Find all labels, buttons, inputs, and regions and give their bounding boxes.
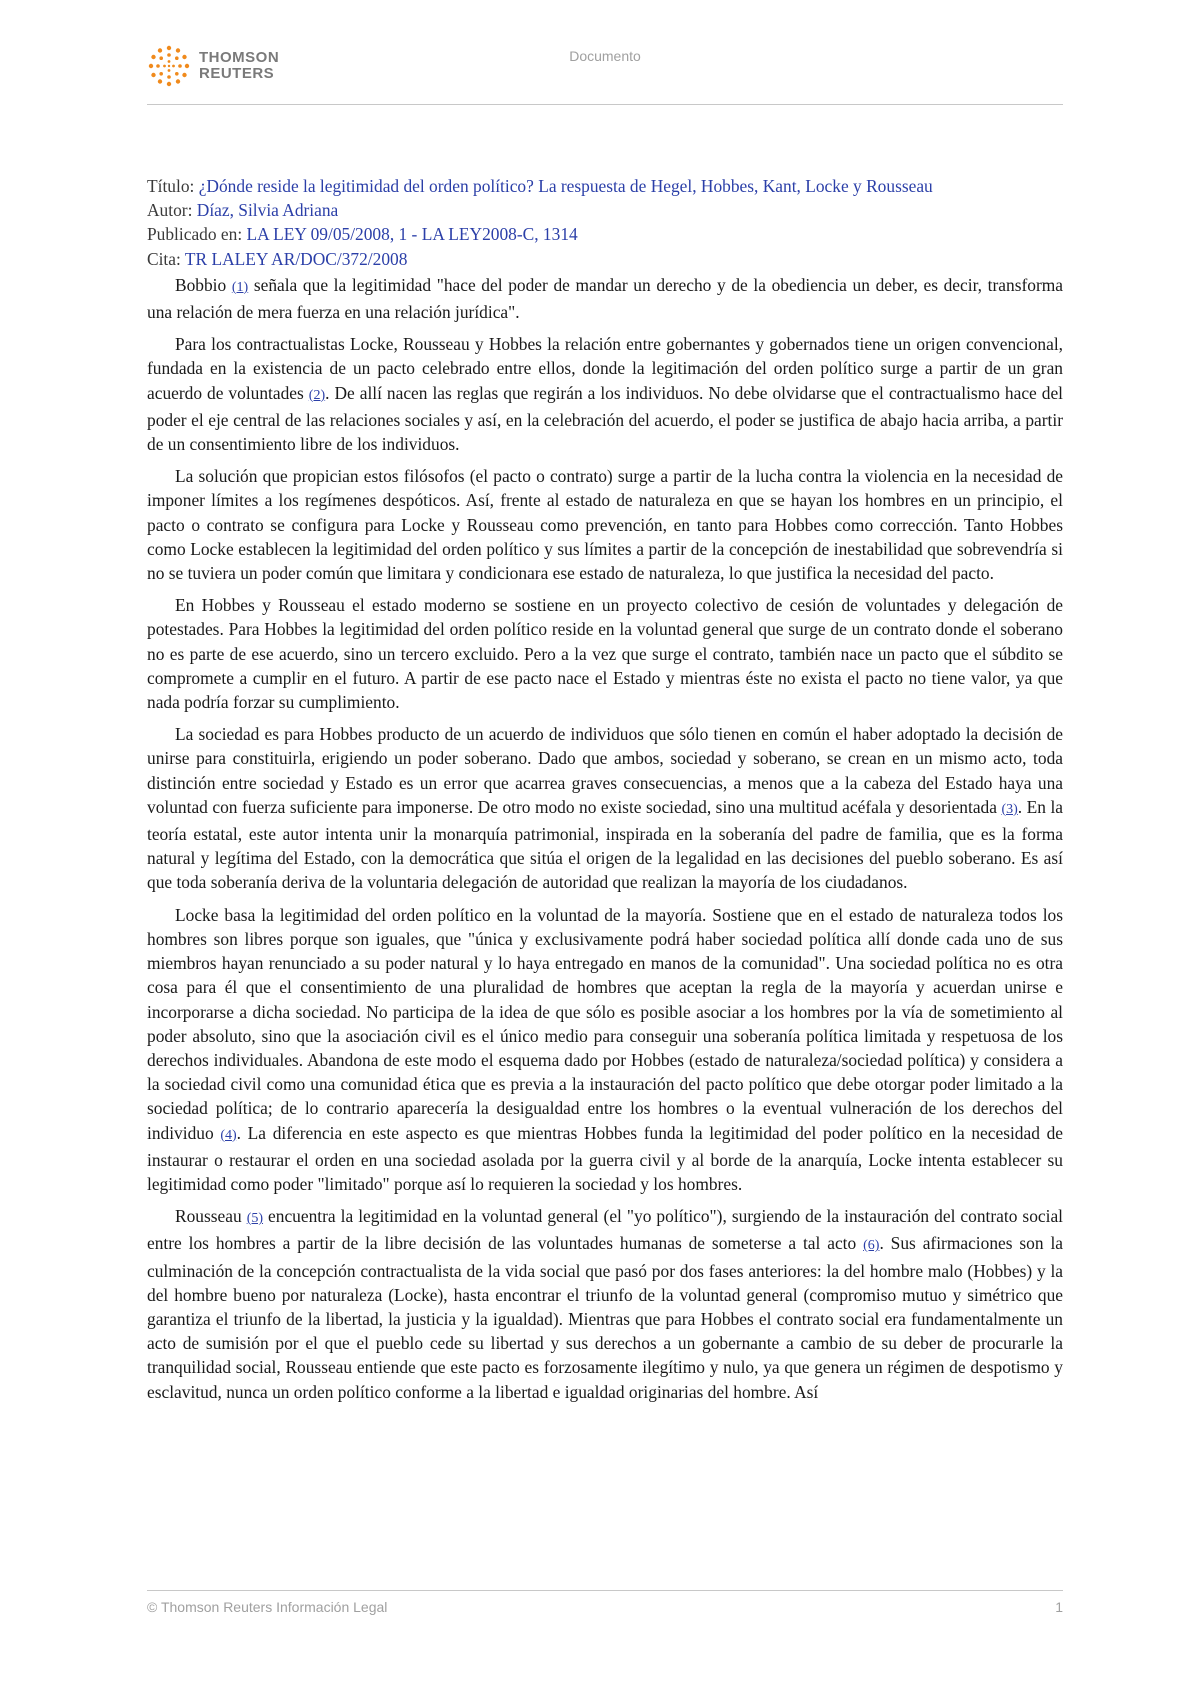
footnote-link[interactable]: (3) xyxy=(1001,801,1018,817)
header-title: Documento xyxy=(569,48,641,64)
paragraph-text: . De allí nacen las reglas que regirán a los individuos. No debe olvidarse que el contractualismo hace del poder el eje central de las relaciones sociales y así, en la celebración del acuerdo, el poder se justifica de abajo hacia arriba, a partir de un consentimiento libre de los individuos. xyxy=(147,382,1063,455)
paragraph xyxy=(147,593,1063,714)
meta-published-label: Publicado en: xyxy=(147,224,243,245)
footnote-link[interactable]: (6) xyxy=(863,1238,880,1254)
document-body xyxy=(147,174,1063,1412)
paragraph-text: Locke basa la legitimidad del orden político en la voluntad de la mayoría. Sostiene que en el estado de naturaleza todos los hombres son libres porque son iguales, que "única y exclusivamente podrá haber sociedad política allí donde cada uno de sus miembros hayan renunciado a su poder natural y lo haya entregado en manos de la comunidad". Una sociedad política no es otra cosa para él que el consentimiento de una pluralidad de hombres que aceptan la regla de la mayoría y acuerdan unirse e incorporarse a dicha sociedad. No participa de la idea de que sólo es posible asociar a los hombres por la vía de sometimiento al poder absoluto, sino que la asociación civil es el único medio para conseguir una soberanía política limitada y respetuosa de los derechos individuales. Abandona de este modo el esquema dado por Hobbes (estado de naturaleza/sociedad política) y considera a la sociedad civil como una comunidad ética que es previa a la instauración del pacto político que debe otorgar poder limitado a la sociedad política; de lo contrario aparecería la desigualdad entre los hombres o la eventual vulneración de los derechos del individuo xyxy=(147,904,1063,1143)
paragraph-text: En Hobbes y Rousseau el estado moderno se sostiene en un proyecto colectivo de cesión de voluntades y delegación de potestades. Para Hobbes la legitimidad del orden político reside en la voluntad general que surge de un contrato donde el soberano no es parte de ese acuerdo, sino un tercero excluido. Pero a la vez que surge el contrato, también nace un pacto que el súbdito se compromete a cumplir en el futuro. A partir de ese pacto nace el Estado y mientras éste no exista el pacto no tiene valor, ya que nada podría forzar su cumplimiento. xyxy=(147,595,1063,713)
meta-author-label: Autor: xyxy=(147,200,193,221)
meta-cite-label: Cita: xyxy=(147,248,181,269)
paragraph xyxy=(147,332,1063,456)
meta-cite-value[interactable]: TR LALEY AR/DOC/372/2008 xyxy=(184,248,408,269)
paragraph-text: La solución que propician estos filósofos (el pacto o contrato) surge a partir de la lucha contra la violencia en la necesidad de imponer límites a los regímenes despóticos. Así, frente al estado de naturaleza en que se hayan los hombres en un principio, el pacto o contrato se configura para Locke y Rousseau como prevención, en tanto para Hobbes como corrección. Tanto Hobbes como Locke establecen la legitimidad del orden político y sus límites a partir de la concepción de inestabilidad que sobrevendría si no se tuviera un poder común que limitara y condicionara ese estado de naturaleza, lo que justifica la necesidad del pacto. xyxy=(147,466,1063,584)
footnote-link[interactable]: (4) xyxy=(220,1127,237,1143)
paragraph xyxy=(147,464,1063,585)
meta-published xyxy=(147,222,1063,246)
paragraph-text: . La diferencia en este aspecto es que mientras Hobbes funda la legitimidad del poder político en la necesidad de instaurar o restaurar el orden en una sociedad asolada por la guerra civil y al borde de la anarquía, Locke intenta establecer su legitimidad como poder "limitado" porque así lo requieren la sociedad y los hombres. xyxy=(147,1122,1063,1194)
paragraph-text: . En la teoría estatal, este autor intenta unir la monarquía patrimonial, inspirada en la soberanía del padre de familia, que es la forma natural y legítima del Estado, con la democrática que sitúa el origen de la legalidad en las decisiones del pueblo soberano. Es así que toda soberanía deriva de la voluntaria delegación de autoridad que realizan la mayoría de los ciudadanos. xyxy=(147,796,1063,893)
page-number: 1 xyxy=(1055,1599,1063,1615)
meta-author-value[interactable]: Díaz, Silvia Adriana xyxy=(196,200,339,221)
paragraph xyxy=(147,903,1063,1196)
article-text xyxy=(147,273,1063,1404)
footnote-link[interactable]: (5) xyxy=(246,1211,264,1227)
paragraph-text: Para los contractualistas Locke, Rousseau y Hobbes la relación entre gobernantes y gobernados tiene un origen convencional, fundada en la existencia de un pacto celebrado entre ellos, donde la legitimación del orden político surge a partir de un gran acuerdo de voluntades xyxy=(147,334,1063,403)
paragraph-text: Bobbio xyxy=(175,274,232,295)
meta-published-value[interactable]: LA LEY 09/05/2008, 1 - LA LEY2008-C, 1314 xyxy=(246,224,578,245)
meta-title-label: Título: xyxy=(147,176,195,196)
meta-title-value: ¿Dónde reside la legitimidad del orden político? La respuesta de Hegel, Hobbes, Kant, Locke y Rousseau xyxy=(198,176,933,196)
logo-line-2: REUTERS xyxy=(199,65,275,82)
paragraph xyxy=(147,1204,1063,1404)
paragraph-text: . Sus afirmaciones son la culminación de la concepción contractualista de la vida social que pasó por dos fases anteriores: la del hombre malo (Hobbes) y la del hombre bueno por naturaleza (Locke), hasta encontrar el triunfo de la voluntad general (compromiso mutuo y simétrico que garantiza el triunfo de la libertad, la justicia y la igualdad). Mientras que para Hobbes el contrato social era fundamentalmente un acto de sumisión por el que el pueblo cede su libertad y sus derechos a un gobernante a cambio de su deber de procurarle la tranquilidad social, Rousseau entiende que este pacto es forzosamente ilegítimo y nulo, ya que genera un régimen de despotismo y esclavitud, nunca un orden político conforme a la libertad e igualdad originarias del hombre. Así xyxy=(147,1233,1064,1402)
footnote-link[interactable]: (2) xyxy=(308,387,326,403)
meta-title xyxy=(147,174,1063,198)
paragraph-text: encuentra la legitimidad en la voluntad general (el "yo político"), surgiendo de la instauración del contrato social entre los hombres a partir de la libre decisión de las voluntades humanas de someterse a tal acto xyxy=(147,1206,1063,1254)
page-footer xyxy=(147,1590,1063,1615)
footer-copyright: © Thomson Reuters Información Legal xyxy=(147,1599,388,1615)
logo-line-1: THOMSON xyxy=(199,49,280,66)
paragraph xyxy=(147,273,1063,324)
footnote-link[interactable]: (1) xyxy=(231,279,249,295)
page-header xyxy=(147,40,1063,105)
paragraph-text: señala que la legitimidad "hace del poder de mandar un derecho y de la obediencia un deber, es decir, transforma una relación de mera fuerza en una relación jurídica". xyxy=(147,274,1063,323)
meta-cite xyxy=(147,247,1063,271)
paragraph xyxy=(147,722,1063,894)
paragraph-text: Rousseau xyxy=(175,1206,247,1227)
meta-author xyxy=(147,198,1063,222)
paragraph-text: La sociedad es para Hobbes producto de un acuerdo de individuos que sólo tienen en común el haber adoptado la decisión de unirse para constituirla, erigiendo un poder soberano. Dado que ambos, sociedad y soberano, se crean en un mismo acto, toda distinción entre sociedad y Estado es un error que acarrea graves consecuencias, a menos que a la cabeza del Estado haya una voluntad con fuerza suficiente para imponerse. De otro modo no existe sociedad, sino una multitud acéfala y desorientada xyxy=(147,724,1063,817)
